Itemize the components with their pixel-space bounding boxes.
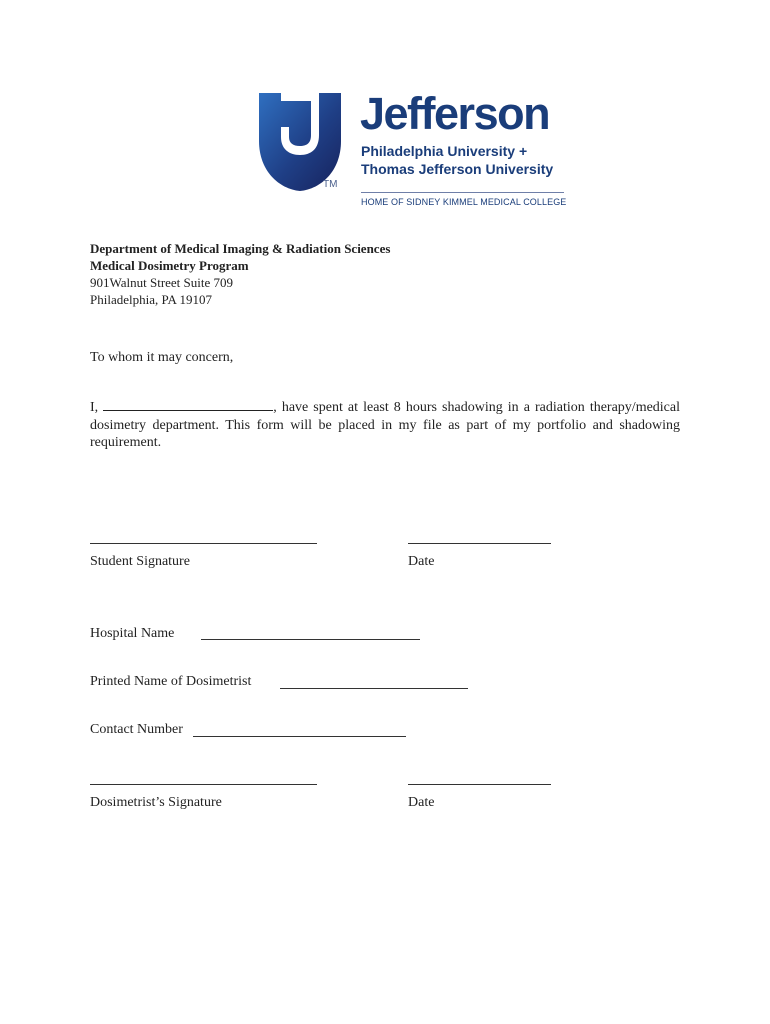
printed-name-line[interactable]: [280, 688, 468, 689]
jefferson-shield-icon: [259, 93, 341, 191]
body-start: I,: [90, 400, 99, 415]
logo-subtitle-line2: Thomas Jefferson University: [361, 161, 554, 177]
jefferson-logo: [259, 88, 569, 211]
trademark-symbol: TM: [323, 179, 338, 190]
logo-subtitle-line1: Philadelphia University +: [361, 143, 528, 159]
dosimetrist-signature-label: Dosimetrist’s Signature: [90, 795, 222, 810]
logo-tagline: HOME OF SIDNEY KIMMEL MEDICAL COLLEGE: [361, 197, 567, 207]
department-name: Department of Medical Imaging & Radiation Sciences: [90, 241, 391, 256]
street-address: 901Walnut Street Suite 709: [90, 275, 234, 290]
student-date-label: Date: [408, 554, 435, 569]
student-signature-label: Student Signature: [90, 554, 190, 569]
body-paragraph: [90, 398, 680, 452]
dosimetrist-date-label: Date: [408, 795, 435, 810]
printed-name-label: Printed Name of Dosimetrist: [90, 674, 252, 689]
student-signature-line[interactable]: [90, 543, 317, 544]
contact-number-line[interactable]: [193, 736, 406, 737]
city-state-zip: Philadelphia, PA 19107: [90, 292, 212, 307]
dosimetrist-date-line[interactable]: [408, 784, 551, 785]
dosimetrist-signature-line[interactable]: [90, 784, 317, 785]
logo-wordmark: Jefferson: [360, 88, 550, 139]
address-block: [90, 240, 390, 308]
student-date-line[interactable]: [408, 543, 551, 544]
hospital-name-label: Hospital Name: [90, 626, 175, 641]
program-name: Medical Dosimetry Program: [90, 258, 249, 273]
contact-number-label: Contact Number: [90, 722, 183, 737]
hospital-name-line[interactable]: [201, 639, 420, 640]
salutation: To whom it may concern,: [90, 350, 234, 365]
student-name-field[interactable]: [103, 398, 273, 411]
logo-divider: [361, 192, 564, 193]
body-rest: , have spent at least 8 hours shadowing in a radiation therapy/medical dosimetry department. This form will be placed in my file as part of my portfolio and shadowing requirement.: [90, 400, 681, 451]
